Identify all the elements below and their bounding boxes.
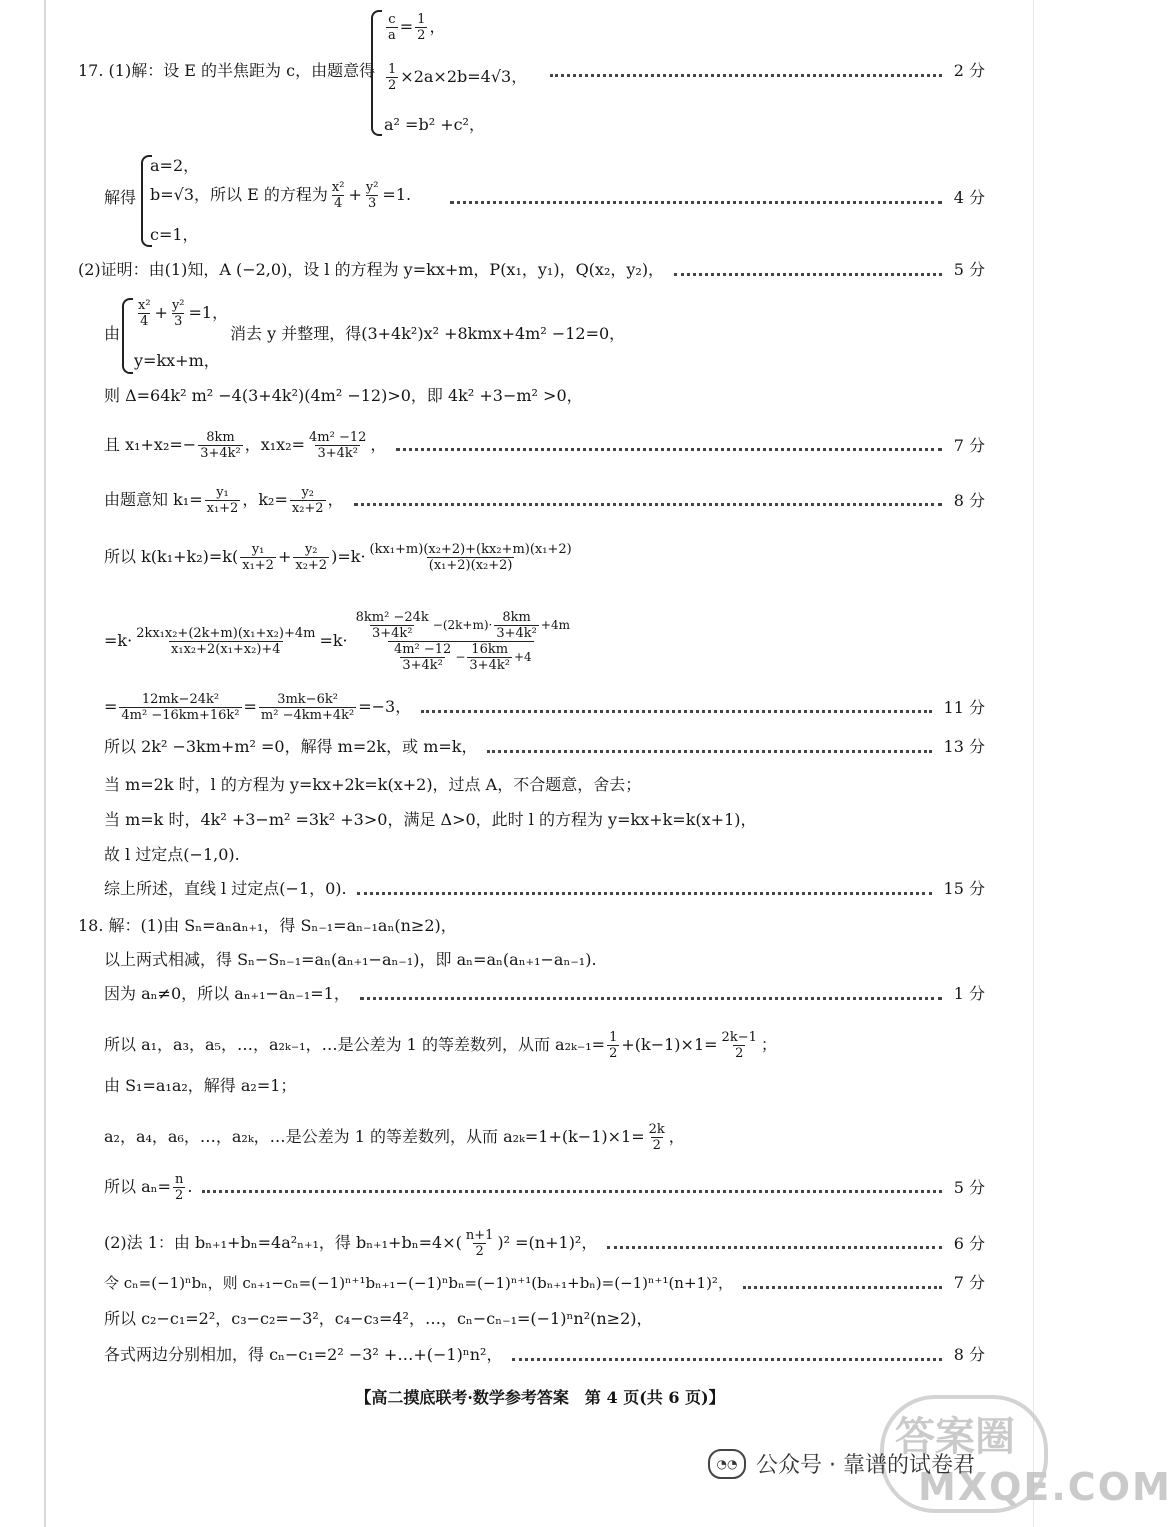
solve-prefix: 解得 <box>104 188 137 207</box>
elimination-line: 消去 y 并整理，得(3+4k²)x² +8kmx+4m² −12=0， <box>230 324 626 343</box>
p18-line-10: 所以 c₂−c₁=2²，c₃−c₂=−3²，c₄−c₃=4²，…，cₙ−cₙ₋₁=(−1)ⁿn²(n≥2)， <box>104 1309 653 1328</box>
system-brace-3 <box>122 298 133 374</box>
sys2-prefix: 由 <box>104 324 121 343</box>
page-edge-right <box>1033 0 1034 1527</box>
conclusion-line: 综上所述，直线 l 过定点(−1，0). 15 分 <box>104 879 985 898</box>
p18-line-8: (2)法 1：由 bₙ₊₁+bₙ=4a²ₙ₊₁，得 bₙ₊₁+bₙ=4×( $\frac{n+1}{2}$ )² =(n+1)²， 6 分 <box>104 1228 985 1259</box>
score-line-4: 4 分 <box>440 188 985 208</box>
page-footer: 【高二摸底联考·数学参考答案 第 4 页(共 6 页)】 <box>355 1388 725 1407</box>
p18-line-11: 各式两边分别相加，得 cₙ−c₁=2² −3² +…+(−1)ⁿn²， 8 分 <box>104 1345 985 1364</box>
case-1-line: 当 m=2k 时，l 的方程为 y=kx+2k=k(x+2)，过点 A，不合题意，舍去； <box>104 775 642 794</box>
sys2-eq1: $\frac{\text{x²}}{4}$ + $\frac{\text{y²}}{3}$ =1， <box>138 298 229 329</box>
p18-line-9: 令 cₙ=(−1)ⁿbₙ，则 cₙ₊₁−cₙ=(−1)ⁿ⁺¹bₙ₊₁−(−1)ⁿbₙ=(−1)ⁿ⁺¹(bₙ₊₁+bₙ)=(−1)ⁿ⁺¹(n+1)²， 7 分 <box>104 1273 985 1292</box>
page-edge-left <box>44 0 46 1527</box>
wechat-icon: ◔◔ <box>708 1449 746 1479</box>
case-2-line: 当 m=k 时，4k² +3−m² =3k² +3>0，满足 Δ>0，此时 l 的方程为 y=kx+k=k(x+1)， <box>104 810 757 829</box>
delta-line: 则 Δ=64k² m² −4(3+4k²)(4m² −12)>0，即 4k² +3−m² >0， <box>104 386 583 405</box>
score-line-2: 2 分 <box>540 61 985 81</box>
p18-line-7: 所以 aₙ= $\frac{n}{2}$ . 5 分 <box>104 1172 985 1203</box>
sys1-eq2: $\frac{1}{2}$ ×2a×2b=4√3， <box>388 62 528 93</box>
p17-intro: 17. (1)解：设 E 的半焦距为 c，由题意得 <box>78 61 376 80</box>
p18-line-5: 由 S₁=a₁a₂，解得 a₂=1； <box>104 1076 297 1095</box>
vieta-line: 且 x₁+x₂=− $\frac{8km}{\text{3+4k²}}$ ，x₁x₂= $\frac{\text{4m² −12}}{\text{3+4k²}}$ ， 7 分 <box>104 430 985 461</box>
p18-line-6: a₂，a₄，a₆，…，a₂ₖ，…是公差为 1 的等差数列，从而 a₂ₖ=1+(k−1)×1= $\frac{2k}{2}$ ， <box>104 1122 685 1153</box>
sys1-eq1: $\frac{c}{a}$ = $\frac{1}{2}$ ， <box>388 12 446 43</box>
sys2-eq2: y=kx+m， <box>134 351 220 370</box>
k-sum-line: 所以 k(k₁+k₂)=k( $\frac{\text{y₁}}{\text{x₁+2}}$ + $\frac{\text{y₂}}{\text{x₂+2}}$ )=k· $\frac{\text{(kx₁+m)(x₂+2)+(kx₂+m)(x₁+2)}}{\text{(x₁+2)(x₂+2)}}$ <box>104 542 572 573</box>
fixed-point-line: 故 l 过定点(−1,0). <box>104 845 240 864</box>
solve-m-line: 所以 2k² −3km+m² =0，解得 m=2k，或 m=k， 13 分 <box>104 737 985 756</box>
sol-b: b=√3，所以 E 的方程为 $\frac{\text{x²}}{4}$ + $\frac{\text{y²}}{3}$ =1. <box>150 180 412 211</box>
p18-line-3: 因为 aₙ≠0，所以 aₙ₊₁−aₙ₋₁=1， 1 分 <box>104 984 985 1003</box>
expansion-line: =k· $\frac{\text{2kx₁x₂+(2k+m)(x₁+x₂)+4m}}{\text{x₁x₂+2(x₁+x₂)+4}}$ =k· $\frac{\text{8km² −24k}}{\text{3+4k²}}$ −(2k+m)· $\frac{8km}{\text{3+4k²}}$ +4m $\frac{\text{4m² −12}}{\text{3+4k²}}$ − $\frac{16km}{\text{3+4k²}}$ +4 <box>104 610 570 673</box>
sys1-eq3: a² =b² +c²， <box>384 115 485 134</box>
p18-line-1: 18. 解：(1)由 Sₙ=aₙaₙ₊₁，得 Sₙ₋₁=aₙ₋₁aₙ(n≥2)， <box>78 916 457 935</box>
site-stamp-watermark: 答案圈 MXQE.COM <box>880 1395 1050 1515</box>
p18-line-2: 以上两式相减，得 Sₙ−Sₙ₋₁=aₙ(aₙ₊₁−aₙ₋₁)，即 aₙ=aₙ(aₙ₊₁−aₙ₋₁). <box>104 950 597 969</box>
system-brace-1 <box>371 10 382 136</box>
p18-line-4: 所以 a₁，a₃，a₅，…，a₂ₖ₋₁，…是公差为 1 的等差数列，从而 a₂ₖ₋₁= $\frac{1}{2}$ +(k−1)×1= $\frac{2k-1}{2}$ ； <box>104 1030 777 1061</box>
simplify-line: = $\frac{\text{12mk−24k²}}{\text{4m² −16km+16k²}}$ = $\frac{\text{3mk−6k²}}{\text{m² −4km+4k²}}$ =−3， 11 分 <box>104 692 985 723</box>
sol-c: c=1， <box>150 225 199 244</box>
sol-a: a=2， <box>150 156 200 175</box>
p17-part2-line: (2)证明：由(1)知，A (−2,0)，设 l 的方程为 y=kx+m，P(x₁，y₁)，Q(x₂，y₂)， 5 分 <box>78 260 985 279</box>
account-watermark: ◔◔ 公众号 · 靠谱的试卷君 <box>708 1448 975 1479</box>
slope-line: 由题意知 k₁= $\frac{\text{y₁}}{\text{x₁+2}}$ ，k₂= $\frac{\text{y₂}}{\text{x₂+2}}$ ， 8 分 <box>104 485 985 516</box>
